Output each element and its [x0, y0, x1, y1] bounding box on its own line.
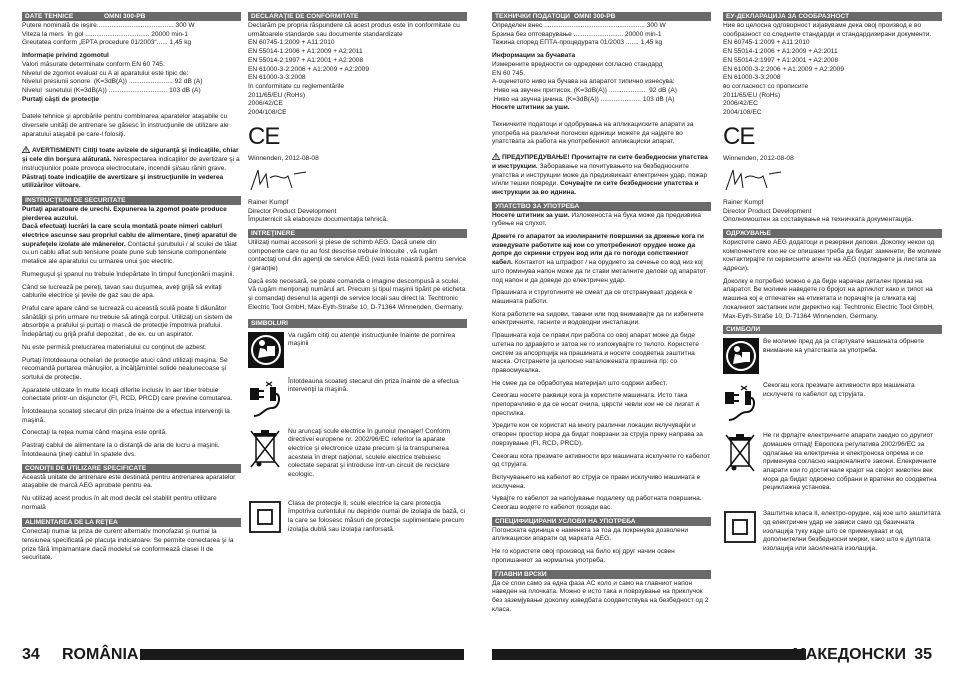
symbol-text-2: Nu aruncaţi scule electrice în gunoiul menajer! Conform directivei europene nr. 2002/96/EC referitor la aparate electrice şi electronice uzate precum şi la transpunerea acesteia în drept naţional, sculele electrice trebuiesc colectate separat şi introduse într-un circuit de reciclare ecologic.: [288, 427, 451, 479]
maintenance-heading: INTREŢINERE: [248, 229, 467, 238]
safety-p-6: Întotdeauna scoateţi stecarul din priza înainte de a efectua intervenţii la maşină.: [22, 408, 230, 424]
symbol-text-0: Va rugăm citiţi cu atenţie instrucţiunile înainte de pornirea maşinii: [288, 331, 456, 348]
footer-left: [22, 648, 464, 662]
intro-paragraph: Datele tehnice şi aprobările pentru combinarea aparatelor ataşabile cu diversele unităţi de antrenare se găsesc în instrucţiunile de utilizare ale aparatului ataşabil pe care-l folosiţi.: [22, 113, 229, 138]
read-manual-icon: [248, 332, 284, 368]
warning-icon: [492, 153, 500, 160]
model-name-mk: OMNI 300-PB: [574, 13, 616, 20]
symbol-text-1-mk: Секогаш кога презмате активности врз машината исклучете го кабелот од струјата.: [763, 382, 915, 398]
footer-right: [492, 648, 932, 662]
noise-lines: Valori măsurate determinate conform EN 60 745. Nivelul de zgomot evaluat cu A al aparatului este tipic de: Nivelul presiunii sonore (K=3dB(A)) ........................ 92 dB (A) Nivelul sunetului (K=3dB(A)) ................................ 103 dB (A): [22, 60, 203, 94]
ear-protection-note: Purtaţi căşti de protecţie: [22, 95, 99, 103]
maintenance-p-1-mk: Доколку е потребно можно е да биде нарачан детален приказ на апаратот. Ве молиме наведете го бројот на артиклот како и типот на машина кој е отпечатен на етикетата и порачајте ја сликата кај локалниот застапник или директно кај: Techtronic Electric Tool GmbH, Max-Eyth-Straße 10, D-71364 Winnenden, Germany.: [723, 277, 934, 320]
conformity-heading: DECLARAŢIE DE CONFORMITATE: [248, 12, 467, 21]
footer-bar-left: [140, 649, 464, 660]
safety-p-7: Conectaţi la reţea numai când maşina este oprită.: [22, 429, 168, 437]
ce-mark: CE: [723, 122, 755, 150]
safety-cable-warning-mk: Држете го апаратот за изолираните површини за држење кога ги изведувате работите кај кои со употребениот орудие може да допре до скриени струен вод или да го погоди сопствениот кабел. Контактот на штрафот / на орудието за сечење со вод низ кој што поминува напон може да ги стави металните делови од апаратот под напон и да доведе до електричен удар.: [492, 233, 707, 284]
footer-bar-right: [492, 649, 806, 660]
conditions-heading-mk: СПЕЦИФИЦИРАНИ УСЛОВИ НА УПОТРЕБА: [492, 517, 711, 526]
safety-cable-warning: Dacă efectuaţi lucrări la care scula montată poate nimeri cabluri electrice ascunse sau propriul cablu de alimentare, ţineţi aparatul de suprafeţele izolate ale mânerelor. Contactul şurubului / al sculei de tăiat cu un cablu aflat sub tensiune poate pune sub tensiune componentele metalice ale aparatului cu urmarea unui şoc electric.: [22, 223, 237, 266]
safety-p-4: Purtaţi întotdeauna ochelari de protecţie atuci când utilizaţi maşina. Se recomandă purtarea mănuşilor, a încălţămintei solide nealunecoase şi sortului de protecţie.: [22, 356, 228, 381]
safety-p-0-mk: Прашината и струготините не смеат да се отстрануваат додека е машината работи.: [492, 289, 693, 305]
maintenance-p-0-mk: Користете само AEG додатоци и резервни делови. Доколку некои од компонентите кои не се опишани треба да бидат заменети, Ве молиме контактирајте ги сервисните агенти на AEG (погледнете ја листата за адреси).: [723, 238, 942, 273]
safety-p-5-mk: Уредите кои се користат на многу различни локации вклучувајќи и отворен простор мора да бидат поврзани за струја преку направа за поврзување (FI, RCD, PRCD).: [492, 422, 703, 447]
symbol-read-manual: [248, 332, 467, 374]
safety-ear-warning-mk: Носете штитник за уши. Изложеноста на бука може да предизвика губење на слухот.: [492, 211, 701, 228]
symbol-text-3-mk: Заштитна класа II, електро-орудие, кај кое што заштитата од електричен удар не зависи само од базичната изолација туку каде што се применуваат и од дополнителни безбедносни мерки, како што е дуплата изолација или засилената изолација.: [763, 510, 941, 553]
safety-p-2-mk: Прашината која се прави при работа со овој апарат може да биде штетна по здравјето и затоа не го изложувајте го телото. Користете систем за апсорпција на прашината и носете соодветна заштитна маска. Отстранете ја целосно наталожената прашина пр: со правосмукалка.: [492, 332, 699, 374]
warning-paragraph: AVERTISMENT! Citiţi toate avizele de siguranţă şi indicaţiile, chiar şi cele din borşura alăturată. Nerespectarea indicaţiilor de avertizare şi a instrucţiunilor poate provoca electrocutare, incendii şi/sau răniri grave. Păstraţi toate indicaţiile de avertizare şi instrucţiunile în vederea utilizărilor viitoare.: [22, 147, 240, 190]
safety-p-8-mk: Чувајте го кабелот за напојување подалеку од работната површина. Секогаш водете го кабелот позади вас.: [492, 495, 702, 512]
unplug-icon: [248, 378, 284, 418]
mains-heading: ALIMENTAREA DE LA REŢEA: [22, 518, 241, 527]
safety-p-0: Rumeguşul şi şpanul nu trebuie îndepărtate în timpul funcţionării maşinii.: [22, 270, 235, 278]
column-2-romanian: [248, 12, 467, 544]
conditions-p-0: Această unitate de antrenare este destinată pentru antrenarea aparatelor ataşabile de marcă AEG aprobate pentru ea.: [22, 473, 236, 490]
symbol-read-manual-mk: [723, 338, 942, 378]
noise-heading: Informaţie privind zgomotul: [22, 52, 109, 60]
signer-block-mk: Rainer Kumpf Director Product Development Ополномоштен за составување на техничката документација.: [723, 198, 914, 224]
signature-image: [248, 166, 308, 194]
safety-p-3-mk: Не смее да се обработува материјал што содржи азбест.: [492, 379, 668, 387]
safety-p-8: Pastraţi cablul de alimentare la o distanţă de aria de lucru a maşinii. Întotdeauna ţineţi cablul în spatele dvs.: [22, 442, 220, 458]
symbols-heading-mk: СИМБОЛИ: [723, 325, 942, 334]
column-4-macedonian: [723, 12, 942, 556]
warning-icon: [22, 146, 30, 153]
conditions-p-1-mk: Не го користете овој производ на било кој друг начин освен пропишаниот за нормална употреба.: [492, 548, 675, 564]
maintenance-heading-mk: ОДРЖУВАЊЕ: [723, 229, 942, 238]
ear-protection-note-mk: Носете штитник за уши.: [492, 104, 570, 112]
symbol-text-3: Clasa de protecţie II, scule electrice la care protecţia împotriva curentului nu depinde numai de izolaţia de bază, ci la care se folosesc măsuri de protecţie suplimentare precum izolaţia dublă sau izolaţia ranforsată.: [288, 499, 466, 533]
conditions-p-0-mk: Погонската единица е наменета за тоа да покренува дозволени апликациски апарати од марката AEG.: [492, 526, 689, 543]
safety-p-1-mk: Кога работите на ѕидови, тавани или под внимавајте да ги избегнете електричните, гасните и водоводни инсталации.: [492, 310, 704, 327]
safety-p-1: Când se lucrează pe pereţi, tavan sau duşumea, aveţi grijă să evitaţi cablurile electrice şi ţevile de gaz sau de apa.: [22, 283, 222, 300]
symbol-unplug: [248, 378, 467, 424]
maintenance-p-0: Utilizaţi numai accesorii şi piese de schimb AEG. Dacă unele din componente care nu au fost descrise trebuie înlocuite , vă rugăm contactaţi unul din agenţii de service AEG (vezi lista noastră pentru service / garanţie): [248, 238, 467, 273]
column-1-romanian: [22, 12, 241, 567]
symbol-weee: [248, 428, 467, 492]
model-name: OMNI 300-PB: [104, 13, 146, 20]
safety-p-6-mk: Секогаш кога презмате активности врз машината исклучете го кабелот од струјата.: [492, 452, 710, 469]
conformity-text-mk: Ние во целосна одговорност изјавуваме дека овој производ е во сообразност со следните стандарди и стандардизирани документи. EN 60745-1:2009 + A11:2010 EN 55014-1:2006 + A1:2009 + A2:2011 EN 55014-2:1997 + A1:2001 + A2:2008 EN 61000-3-2:2006 + A1:2009 + A2:2009 EN 61000-3-3:2008 во согласност со прописите 2011/65/EU (RoHs) 2006/42/EC 2004/108/EC: [723, 22, 932, 117]
page-number-right: 35: [914, 646, 932, 663]
symbol-unplug-mk: [723, 382, 942, 428]
page-number-left: 34: [22, 646, 40, 663]
language-label-left: ROMÂNIA: [62, 646, 139, 663]
tech-data-lines: Putere nominală de ieşire.......................................... 300 W Viteza la mers în gol ................................... 20000 min-1 Greutatea conform „EPTA procedure 01/2003“...... 1,45 kg: [22, 22, 195, 47]
tech-data-heading: DATE TEHNICE OMNI 300-PB: [22, 12, 241, 21]
safety-p-2: Praful care apare când se lucrează cu această sculă poate fi dăunător sănătăţii şi prin urmare nu trebuie să atingă corpul. Utilizaţi un sistem de absorbţie a prafului şi purtaţi o mască de protecţie împotriva prafului. Îndepărtaţi cu grijă praful depozitat , de ex. cu un aspirator.: [22, 304, 233, 339]
conditions-p-1: Nu utilizaţi acest produs în alt mod decât cel stabilit pentru utilizare normală: [22, 494, 217, 511]
safety-p-4-mk: Секогаш носете раквици кога ја користите машината. Исто така препорачливо е да се носат очила, цврсти чевли кои не се лизгат и престилка.: [492, 392, 700, 417]
symbol-text-2-mk: Не ги фрлајте електричните апарати заедно со другиот домашен отпад! Европска регулатива 2002/96/EC за одлагање на електрична и електронска опрема и се применува согласно националните закони. Елекричните апарати кои го достигнале крајот на својот животен век мора да бидат одвоено собрани и вратени во соодветна рециклажна установа.: [763, 432, 937, 492]
unplug-icon: [723, 382, 759, 422]
language-label-right: МАКЕДОНСКИ: [792, 646, 906, 663]
ce-mark: CE: [248, 122, 280, 150]
noise-heading-mk: Информации за бучавата: [492, 52, 576, 60]
mains-text-mk: Да се спои само за една фаза AC коло и само на главниот напон наведен на плочката. Можно е исто така и поврзување на приклучок без заземјување доколку изведбата соодветствува на безбедност од 2 класа.: [492, 579, 709, 613]
warning-paragraph-mk: ПРЕДУПРЕДУВАЊЕ! Прочитајте ги сите безбедносни упатства и инструкции. Заборавање на почитувањето на безбедносните упатства и инструкции може да предизвикаат електричен удар, пожар и/или тешки повреди. Сочувајте ги сите безбедносни упатства и инструкции за во иднина.: [492, 154, 708, 196]
maintenance-p-1: Dacă este necesară, se poate comanda o imagine descompusă a sculei. Vă rugăm menţionaţi numărul art. Precum şi tipul maşinii tipărit pe eticheta şi comandaţi desenul la agenţii de service locali sau direct la: Techtronic Electric Tool GmbH, Max-Eyth-Straße 10, D-71364 Winnenden, Germany.: [248, 277, 466, 311]
safety-heading-mk: УПАТСТВО ЗА УПОТРЕБА: [492, 202, 711, 211]
safety-p-7-mk: Вклучувањето на кабелот во струја се прави исклучиво машината е исклучена.: [492, 473, 701, 490]
symbol-class-ii-mk: [723, 510, 942, 554]
double-square-icon: [248, 500, 282, 534]
mains-heading-mk: ГЛАВНИ ВРСКИ: [492, 570, 711, 579]
symbol-class-ii: [248, 500, 467, 542]
safety-p-3: Nu este permisă prelucrarea materialului cu conţinut de azbest.: [22, 343, 207, 351]
column-3-macedonian: [492, 12, 711, 618]
tech-data-heading-mk: ТЕХНИЧКИ ПОДАТОЦИ OMNI 300-PB: [492, 12, 711, 21]
conformity-heading-mk: ЕУ-ДЕКЛАРАЦИЈА ЗА СООБРАЗНОСТ: [723, 12, 942, 21]
symbol-text-0-mk: Ве молиме пред да ја стартувате машината обрнете внимание на упатствата за употреба.: [763, 338, 925, 354]
crossed-bin-icon: [248, 428, 282, 470]
symbol-weee-mk: [723, 432, 942, 502]
place-date: Winnenden, 2012-08-08: [248, 155, 319, 163]
crossed-bin-icon: [723, 432, 757, 474]
read-manual-icon: [723, 338, 759, 374]
safety-heading: INSTRUCŢIUNI DE SECURITATE: [22, 196, 241, 205]
tech-data-lines-mk: Определен внес ....................................................... 300 W Брзина без оптоварување ........................... 20000 min-1 Тежина според ЕПТА-процедурата 01/2003 ....... 1,45 kg: [492, 22, 666, 47]
noise-lines-mk: Измерените вредности се одредени согласно стандард EN 60 745. A-оценетото ниво на бучава на апаратот типично изнесува: Ниво на звучен притисок. (K=3dB(A)) .................... 92 dB (A) Ниво на звучна јачина. (K=3dB(A)) ...................... 103 dB (A): [492, 60, 677, 103]
intro-paragraph-mk: Техничките податоци и одобрувања на апликациските апарати за употреба на различни погонски единици можете да најдете во упатствата за работа на употребениот апликациски апарат.: [492, 121, 694, 146]
signature-image: [723, 166, 783, 194]
double-square-icon: [723, 510, 757, 544]
safety-ear-warning: Purtaţi aparatoare de urechi. Expunerea la zgomot poate produce pierderea auzului.: [22, 205, 227, 222]
conditions-heading: CONDIŢII DE UTILIZARE SPECIFICATE: [22, 464, 241, 473]
place-date-mk: Winnenden, 2012-08-08: [723, 155, 794, 163]
symbols-heading: SIMBOLURI: [248, 319, 467, 328]
signer-block: Rainer Kumpf Director Product Development Împuternicit să elaboreze documentaţia tehnică.: [248, 198, 389, 224]
safety-p-5: Aparatele utilizate în multe locaţii diferite inclusiv în aer liber trebuie conectate printr-un disjunctor (FI, RCD, PRCD) care previne comutarea.: [22, 386, 233, 403]
symbol-text-1: Întotdeauna scoateţi stecarul din priza înainte de a efectua intervenţii la maşină.: [288, 377, 459, 394]
conformity-text: Declarăm pe propria răspundere că acest produs este în conformitate cu următoarele standarde sau documente standardizate EN 60745-1:2009 + A11:2010 EN 55014-1:2006 + A1:2009 + A2:2011 EN 55014-2:1997 + A1:2001 + A2:2008 EN 61000-3-2:2006 + A1:2009 + A2:2009 EN 61000-3-3:2008 în conformitate cu reglementările 2011/65/EU (RoHs) 2006/42/CE 2004/108/CE: [248, 22, 460, 117]
mains-text: Conectaţi numai la priza de curent alternativ monofazat şi numai la tensiunea specificată pe placuţa indicatoare. Se permite conectarea şi la prize fără împamantare dacă modelul se conformează clasei II de securitate.: [22, 528, 234, 562]
